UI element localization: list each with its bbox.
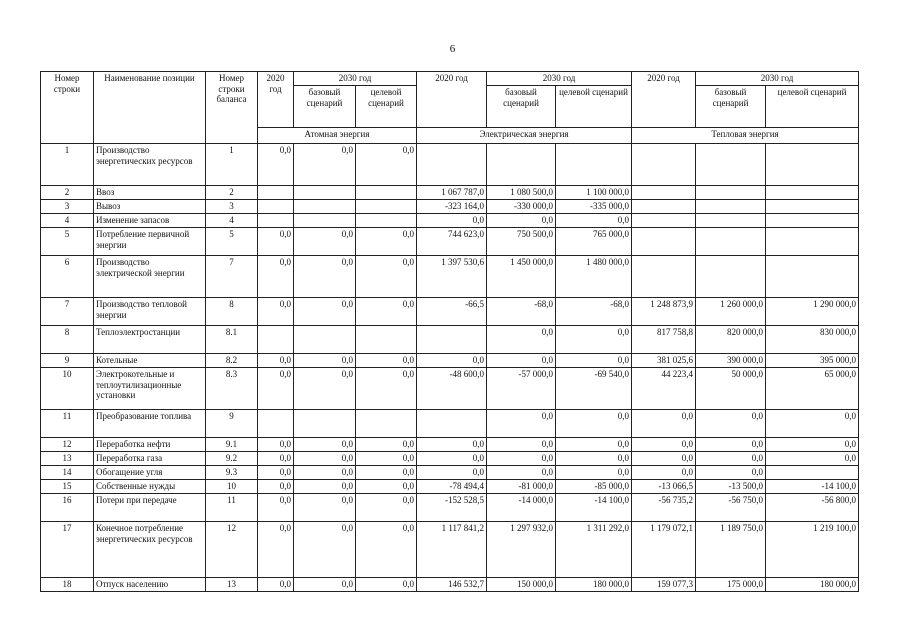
row-number-cell: 4 — [41, 214, 94, 228]
value-cell: 0,0 — [356, 480, 417, 494]
balance-row-cell: 5 — [206, 228, 258, 256]
balance-row-cell: 1 — [206, 144, 258, 186]
value-cell — [766, 228, 859, 256]
row-number-cell: 3 — [41, 200, 94, 214]
value-cell: 0,0 — [258, 354, 294, 368]
group-atomic-energy: Атомная энергия — [258, 128, 417, 144]
value-cell: 180 000,0 — [766, 578, 859, 592]
balance-row-cell: 9 — [206, 410, 258, 438]
header-heat-baseline: базовый сценарий — [696, 86, 766, 128]
value-cell: 0,0 — [294, 522, 356, 578]
value-cell: 0,0 — [258, 480, 294, 494]
header-heat-target: целевой сценарий — [766, 86, 859, 128]
value-cell: -14 100,0 — [556, 494, 632, 522]
value-cell: 1 189 750,0 — [696, 522, 766, 578]
row-number-cell: 18 — [41, 578, 94, 592]
value-cell: 0,0 — [258, 452, 294, 466]
header-atomic-target: целевой сценарий — [356, 86, 417, 128]
value-cell: -14 100,0 — [766, 480, 859, 494]
value-cell: 0,0 — [696, 410, 766, 438]
table-row — [41, 438, 859, 452]
value-cell: 65 000,0 — [766, 368, 859, 410]
value-cell — [696, 186, 766, 200]
value-cell: 0,0 — [258, 494, 294, 522]
value-cell: 1 260 000,0 — [696, 298, 766, 326]
value-cell: 0,0 — [632, 410, 696, 438]
value-cell: -68,0 — [556, 298, 632, 326]
value-cell: 820 000,0 — [696, 326, 766, 354]
header-electric-2030: 2030 год — [487, 72, 632, 86]
value-cell: 50 000,0 — [696, 368, 766, 410]
header-heat-2020: 2020 год — [632, 72, 696, 128]
value-cell — [696, 256, 766, 298]
value-cell: 0,0 — [696, 452, 766, 466]
table-row — [41, 200, 859, 214]
value-cell: 0,0 — [556, 466, 632, 480]
value-cell — [258, 410, 294, 438]
value-cell: -78 494,4 — [417, 480, 487, 494]
value-cell: 0,0 — [556, 214, 632, 228]
value-cell: 0,0 — [356, 578, 417, 592]
value-cell — [258, 200, 294, 214]
balance-row-cell: 3 — [206, 200, 258, 214]
value-cell: -48 600,0 — [417, 368, 487, 410]
table-row — [41, 578, 859, 592]
value-cell: 146 532,7 — [417, 578, 487, 592]
value-cell: -56 735,2 — [632, 494, 696, 522]
balance-row-cell: 9.2 — [206, 452, 258, 466]
value-cell — [294, 410, 356, 438]
value-cell: 0,0 — [294, 256, 356, 298]
position-name-cell: Потери при передаче — [94, 494, 206, 522]
value-cell: 381 025,6 — [632, 354, 696, 368]
value-cell — [632, 186, 696, 200]
position-name-cell: Потребление первичной энергии — [94, 228, 206, 256]
value-cell — [417, 144, 487, 186]
value-cell — [417, 326, 487, 354]
value-cell: 0,0 — [487, 326, 556, 354]
value-cell — [556, 144, 632, 186]
value-cell: 0,0 — [556, 326, 632, 354]
value-cell: 750 500,0 — [487, 228, 556, 256]
value-cell: 0,0 — [294, 466, 356, 480]
value-cell: 0,0 — [417, 452, 487, 466]
table-row — [41, 452, 859, 466]
position-name-cell: Котельные — [94, 354, 206, 368]
value-cell: 0,0 — [356, 354, 417, 368]
table-row — [41, 256, 859, 298]
value-cell: 0,0 — [294, 298, 356, 326]
value-cell: 0,0 — [487, 410, 556, 438]
table-row — [41, 144, 859, 186]
value-cell: 1 297 932,0 — [487, 522, 556, 578]
value-cell: 0,0 — [294, 228, 356, 256]
value-cell: 0,0 — [356, 494, 417, 522]
position-name-cell: Переработка нефти — [94, 438, 206, 452]
balance-row-cell: 10 — [206, 480, 258, 494]
value-cell: 0,0 — [356, 228, 417, 256]
table-row — [41, 410, 859, 438]
value-cell: 180 000,0 — [556, 578, 632, 592]
group-heat-energy: Тепловая энергия — [632, 128, 859, 144]
row-number-cell: 17 — [41, 522, 94, 578]
balance-row-cell: 8.3 — [206, 368, 258, 410]
value-cell — [696, 228, 766, 256]
row-number-cell: 14 — [41, 466, 94, 480]
value-cell: 1 311 292,0 — [556, 522, 632, 578]
value-cell: -81 000,0 — [487, 480, 556, 494]
value-cell: 1 179 072,1 — [632, 522, 696, 578]
balance-row-cell: 13 — [206, 578, 258, 592]
value-cell: 0,0 — [356, 466, 417, 480]
row-number-cell: 2 — [41, 186, 94, 200]
table-row — [41, 186, 859, 200]
value-cell: 0,0 — [487, 354, 556, 368]
value-cell — [294, 200, 356, 214]
balance-row-cell: 9.1 — [206, 438, 258, 452]
value-cell: 0,0 — [487, 214, 556, 228]
value-cell: 150 000,0 — [487, 578, 556, 592]
value-cell: 0,0 — [258, 522, 294, 578]
value-cell: 1 480 000,0 — [556, 256, 632, 298]
value-cell: 1 219 100,0 — [766, 522, 859, 578]
value-cell — [356, 186, 417, 200]
row-number-cell: 5 — [41, 228, 94, 256]
row-number-cell: 12 — [41, 438, 94, 452]
position-name-cell: Изменение запасов — [94, 214, 206, 228]
value-cell: 0,0 — [766, 410, 859, 438]
value-cell: 1 100 000,0 — [556, 186, 632, 200]
value-cell: 0,0 — [294, 452, 356, 466]
table-row — [41, 354, 859, 368]
value-cell: 1 290 000,0 — [766, 298, 859, 326]
energy-balance-table — [40, 71, 859, 592]
group-electric-energy: Электрическая энергия — [417, 128, 632, 144]
value-cell — [632, 200, 696, 214]
value-cell: 0,0 — [556, 410, 632, 438]
value-cell: 1 450 000,0 — [487, 256, 556, 298]
value-cell: 0,0 — [356, 452, 417, 466]
table-body — [41, 144, 859, 592]
value-cell: 0,0 — [258, 578, 294, 592]
header-electric-target: целевой сценарий — [556, 86, 632, 128]
value-cell — [632, 228, 696, 256]
balance-row-cell: 2 — [206, 186, 258, 200]
value-cell — [766, 466, 859, 480]
value-cell: 390 000,0 — [696, 354, 766, 368]
row-number-cell: 7 — [41, 298, 94, 326]
row-number-cell: 10 — [41, 368, 94, 410]
position-name-cell: Электрокотельные и теплоутилизационные установки — [94, 368, 206, 410]
value-cell: 0,0 — [766, 452, 859, 466]
value-cell: 0,0 — [356, 438, 417, 452]
header-electric-2020: 2020 год — [417, 72, 487, 128]
position-name-cell: Ввоз — [94, 186, 206, 200]
row-number-cell: 13 — [41, 452, 94, 466]
value-cell — [696, 144, 766, 186]
value-cell: 0,0 — [766, 438, 859, 452]
value-cell — [356, 326, 417, 354]
value-cell — [632, 144, 696, 186]
balance-row-cell: 12 — [206, 522, 258, 578]
value-cell — [258, 214, 294, 228]
value-cell: 0,0 — [632, 438, 696, 452]
value-cell: 0,0 — [258, 144, 294, 186]
value-cell: 765 000,0 — [556, 228, 632, 256]
table-row — [41, 494, 859, 522]
value-cell: 0,0 — [294, 494, 356, 522]
header-balance-row: Номер строки баланса — [206, 72, 258, 144]
value-cell — [766, 256, 859, 298]
balance-row-cell: 8.1 — [206, 326, 258, 354]
value-cell: 0,0 — [356, 522, 417, 578]
value-cell: 0,0 — [556, 452, 632, 466]
value-cell — [417, 410, 487, 438]
value-cell: 0,0 — [417, 354, 487, 368]
row-number-cell: 1 — [41, 144, 94, 186]
value-cell — [356, 200, 417, 214]
value-cell: 175 000,0 — [696, 578, 766, 592]
value-cell: -69 540,0 — [556, 368, 632, 410]
position-name-cell: Производство тепловой энергии — [94, 298, 206, 326]
value-cell: 0,0 — [632, 466, 696, 480]
value-cell: -335 000,0 — [556, 200, 632, 214]
value-cell: 744 623,0 — [417, 228, 487, 256]
row-number-cell: 6 — [41, 256, 94, 298]
position-name-cell: Производство электрической энергии — [94, 256, 206, 298]
value-cell: 1 067 787,0 — [417, 186, 487, 200]
table-row — [41, 466, 859, 480]
header-row-number: Номер строки — [41, 72, 94, 144]
table-row — [41, 522, 859, 578]
value-cell: 0,0 — [294, 144, 356, 186]
value-cell: -323 164,0 — [417, 200, 487, 214]
position-name-cell: Переработка газа — [94, 452, 206, 466]
value-cell: 0,0 — [294, 578, 356, 592]
value-cell — [696, 214, 766, 228]
value-cell: 44 223,4 — [632, 368, 696, 410]
value-cell: 0,0 — [556, 438, 632, 452]
table-row — [41, 368, 859, 410]
value-cell: 0,0 — [356, 298, 417, 326]
balance-row-cell: 8.2 — [206, 354, 258, 368]
value-cell: 0,0 — [417, 466, 487, 480]
value-cell: -13 066,5 — [632, 480, 696, 494]
value-cell: 0,0 — [696, 438, 766, 452]
value-cell: 1 248 873,9 — [632, 298, 696, 326]
value-cell: -13 500,0 — [696, 480, 766, 494]
value-cell: 817 758,8 — [632, 326, 696, 354]
value-cell: 830 000,0 — [766, 326, 859, 354]
balance-row-cell: 9.3 — [206, 466, 258, 480]
header-electric-baseline: базовый сценарий — [487, 86, 556, 128]
value-cell: 0,0 — [294, 354, 356, 368]
value-cell — [696, 200, 766, 214]
position-name-cell: Конечное потребление энергетических ресурсов — [94, 522, 206, 578]
value-cell: 0,0 — [294, 368, 356, 410]
value-cell — [258, 186, 294, 200]
value-cell: 0,0 — [294, 480, 356, 494]
value-cell: 0,0 — [487, 466, 556, 480]
position-name-cell: Теплоэлектростанции — [94, 326, 206, 354]
value-cell — [766, 200, 859, 214]
value-cell — [258, 326, 294, 354]
header-atomic-baseline: базовый сценарий — [294, 86, 356, 128]
value-cell — [487, 144, 556, 186]
value-cell: 1 117 841,2 — [417, 522, 487, 578]
position-name-cell: Вывоз — [94, 200, 206, 214]
row-number-cell: 8 — [41, 326, 94, 354]
value-cell: 0,0 — [294, 438, 356, 452]
row-number-cell: 9 — [41, 354, 94, 368]
value-cell: -68,0 — [487, 298, 556, 326]
header-atomic-2020: 2020 год — [258, 72, 294, 128]
value-cell — [632, 214, 696, 228]
position-name-cell: Отпуск населению — [94, 578, 206, 592]
value-cell: -14 000,0 — [487, 494, 556, 522]
value-cell: 159 077,3 — [632, 578, 696, 592]
value-cell: 0,0 — [356, 256, 417, 298]
value-cell — [356, 410, 417, 438]
value-cell: 0,0 — [258, 466, 294, 480]
value-cell: 0,0 — [258, 298, 294, 326]
value-cell: 0,0 — [258, 368, 294, 410]
position-name-cell: Преобразование топлива — [94, 410, 206, 438]
value-cell — [294, 326, 356, 354]
value-cell: 1 080 500,0 — [487, 186, 556, 200]
value-cell: 395 000,0 — [766, 354, 859, 368]
balance-row-cell: 4 — [206, 214, 258, 228]
value-cell: -85 000,0 — [556, 480, 632, 494]
value-cell: 0,0 — [696, 466, 766, 480]
value-cell: -57 000,0 — [487, 368, 556, 410]
value-cell: -330 000,0 — [487, 200, 556, 214]
row-number-cell: 11 — [41, 410, 94, 438]
value-cell: 0,0 — [632, 452, 696, 466]
value-cell: -56 750,0 — [696, 494, 766, 522]
value-cell: 0,0 — [487, 438, 556, 452]
value-cell: 0,0 — [258, 228, 294, 256]
value-cell: -152 528,5 — [417, 494, 487, 522]
value-cell: 1 397 530,6 — [417, 256, 487, 298]
value-cell — [356, 214, 417, 228]
table-row — [41, 228, 859, 256]
value-cell — [294, 214, 356, 228]
value-cell: 0,0 — [356, 368, 417, 410]
value-cell — [766, 144, 859, 186]
row-number-cell: 15 — [41, 480, 94, 494]
value-cell: 0,0 — [417, 214, 487, 228]
row-number-cell: 16 — [41, 494, 94, 522]
header-heat-2030: 2030 год — [696, 72, 859, 86]
value-cell: 0,0 — [556, 354, 632, 368]
balance-row-cell: 8 — [206, 298, 258, 326]
value-cell — [294, 186, 356, 200]
balance-row-cell: 11 — [206, 494, 258, 522]
value-cell — [766, 186, 859, 200]
value-cell: -56 800,0 — [766, 494, 859, 522]
value-cell: 0,0 — [258, 256, 294, 298]
value-cell: 0,0 — [258, 438, 294, 452]
position-name-cell: Производство энергетических ресурсов — [94, 144, 206, 186]
position-name-cell: Обогащение угля — [94, 466, 206, 480]
table-row — [41, 326, 859, 354]
value-cell: 0,0 — [417, 438, 487, 452]
value-cell: -66,5 — [417, 298, 487, 326]
value-cell: 0,0 — [356, 144, 417, 186]
value-cell — [766, 214, 859, 228]
table-row — [41, 298, 859, 326]
balance-row-cell: 7 — [206, 256, 258, 298]
table-row — [41, 480, 859, 494]
value-cell: 0,0 — [487, 452, 556, 466]
header-position-name: Наименование позиции — [94, 72, 206, 144]
position-name-cell: Собственные нужды — [94, 480, 206, 494]
page-number: 6 — [449, 43, 456, 55]
header-atomic-2030: 2030 год — [294, 72, 417, 86]
value-cell — [632, 256, 696, 298]
table-row — [41, 214, 859, 228]
